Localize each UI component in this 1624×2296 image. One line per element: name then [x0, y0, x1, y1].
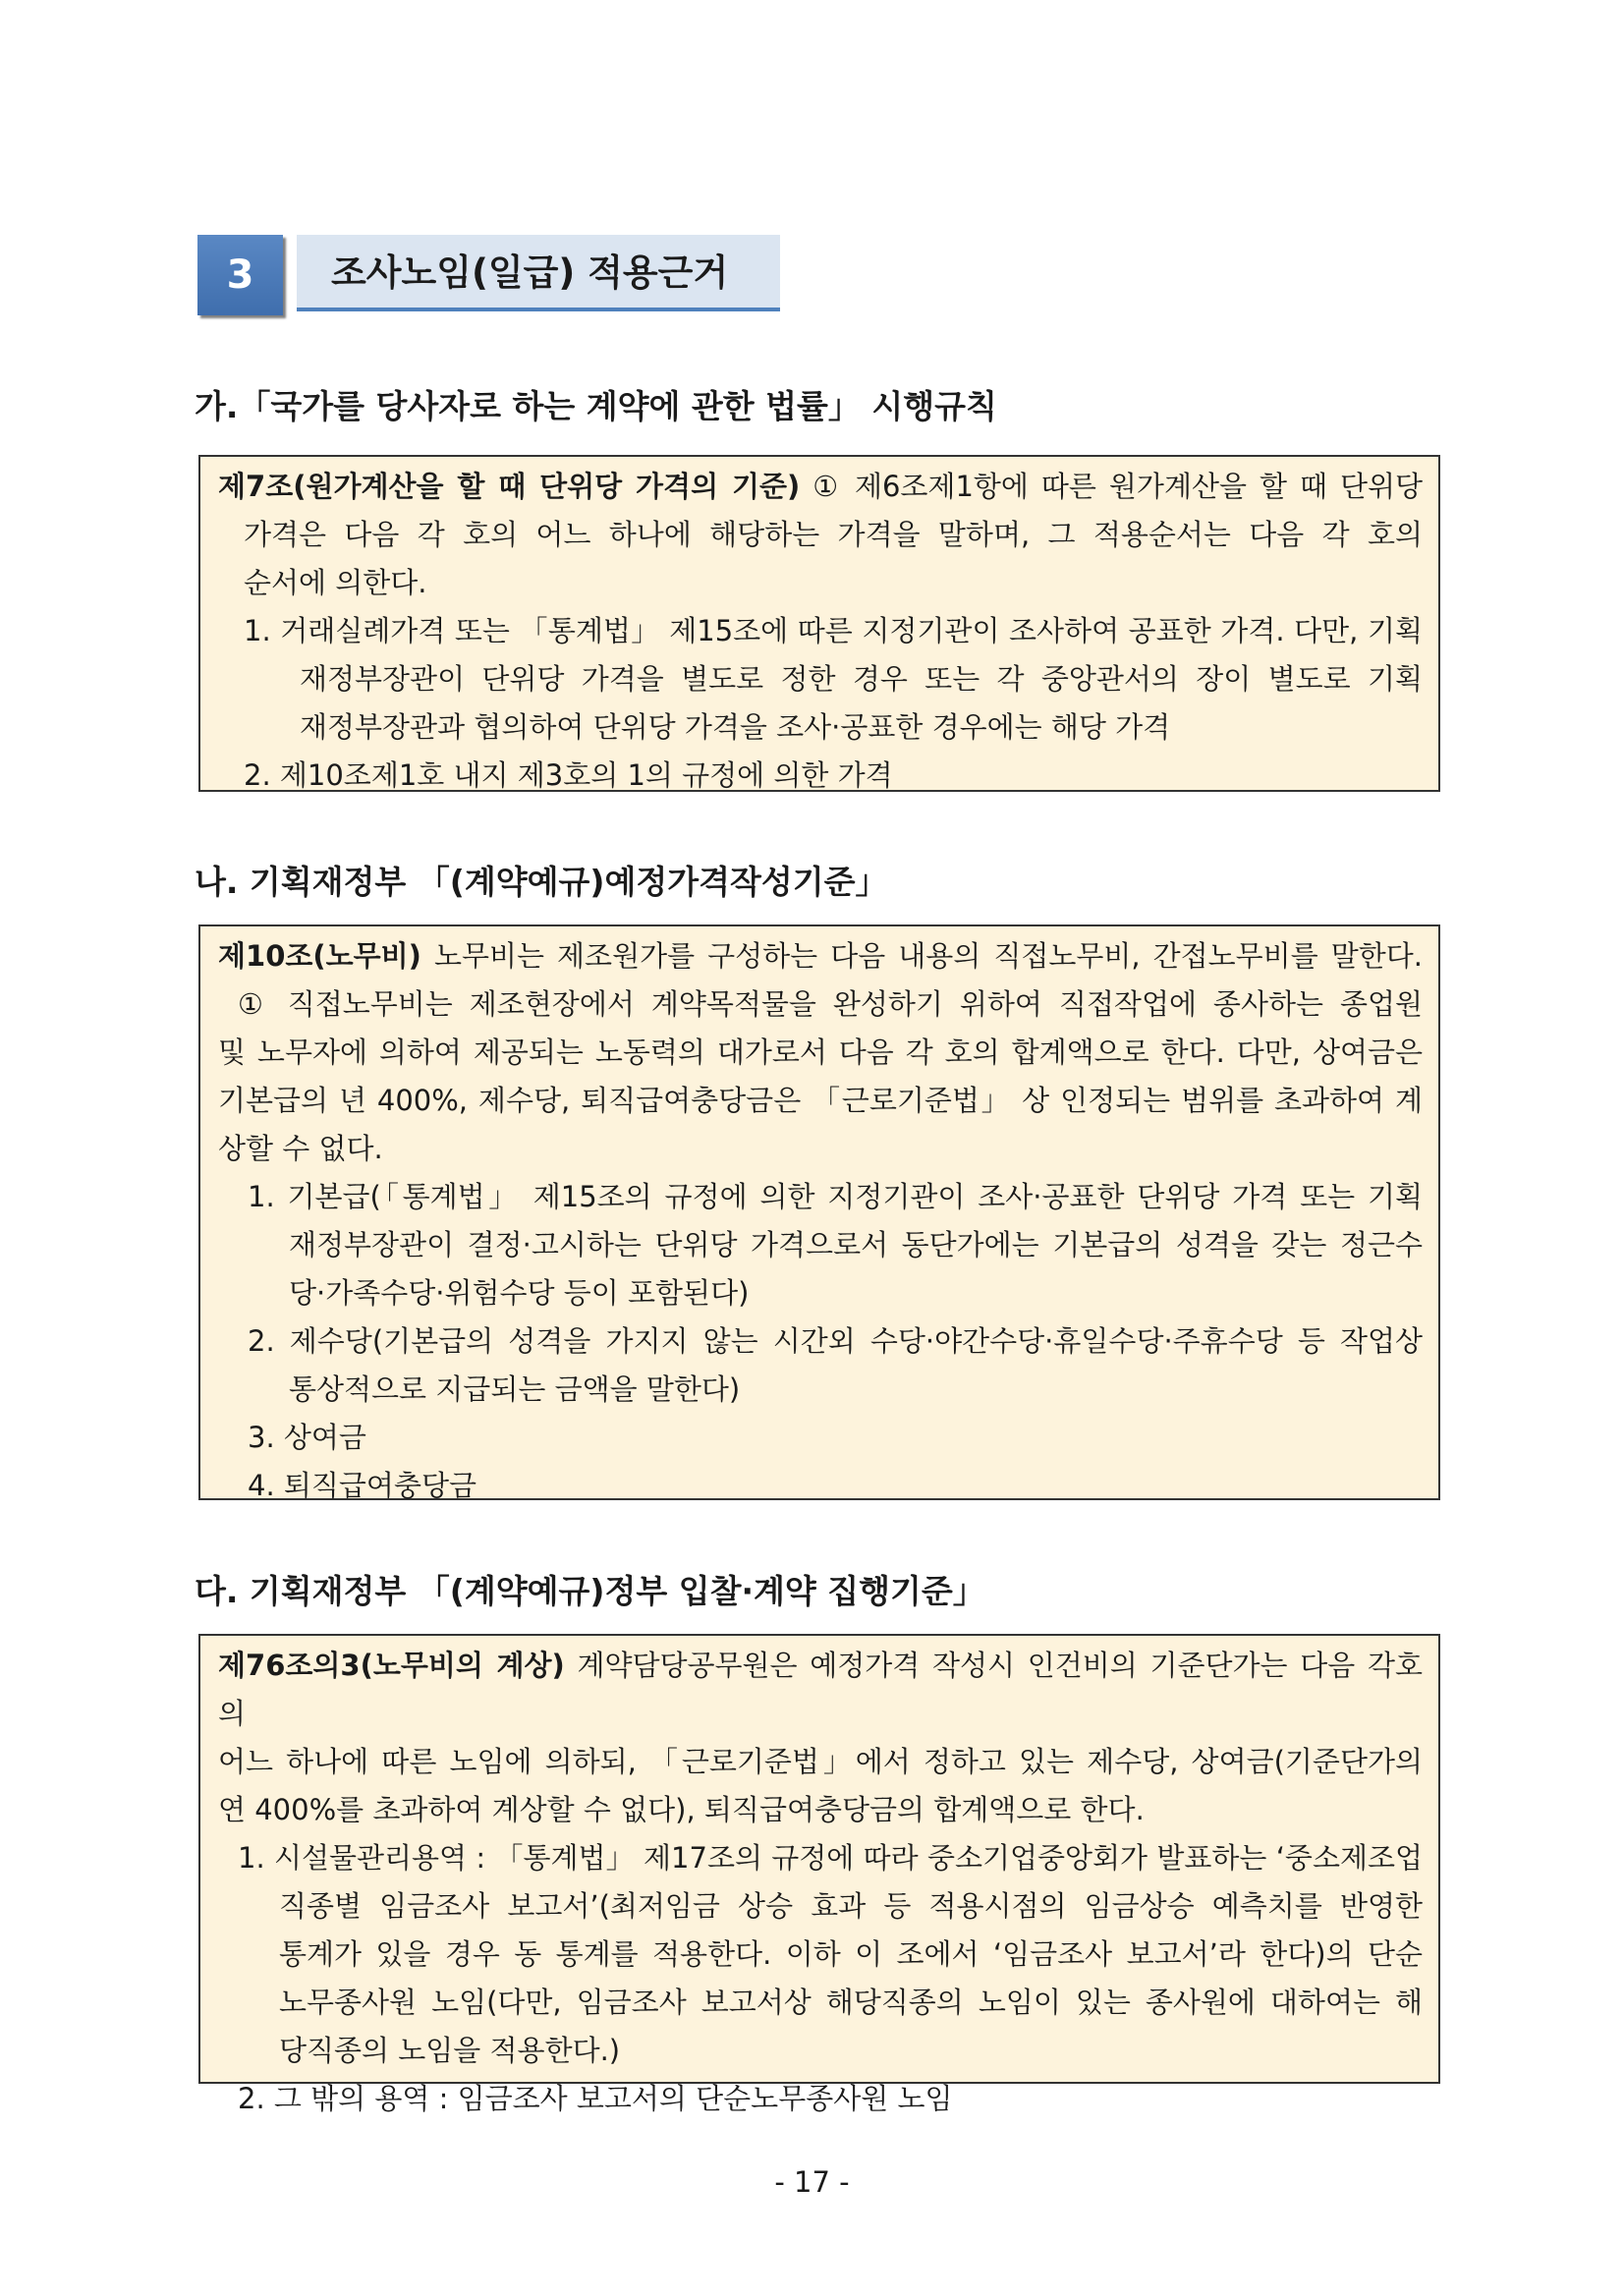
box-line: 기본급의 년 400%, 제수당, 퇴직급여충당금은 「근로기준법」 상 인정되는 범위를 초과하여 계	[218, 1084, 1423, 1117]
list-item-continued: 재정부장관이 단위당 가격을 별도로 정한 경우 또는 각 중앙관서의 장이 별도로 기획	[300, 662, 1423, 696]
list-item-continued: 당·가족수당·위험수당 등이 포함된다)	[289, 1276, 750, 1310]
law-box-na	[198, 924, 1440, 1500]
page-number: - 17 -	[774, 2165, 850, 2199]
list-item: 4. 퇴직급여충당금	[248, 1469, 476, 1502]
list-item-continued: 노무종사원 노임(다만, 임금조사 보고서상 해당직종의 노임이 있는 종사원에 대하여는 해	[279, 1986, 1423, 2019]
box-line: 제7조(원가계산을 할 때 단위당 가격의 기준) ① 제6조제1항에 따른 원가계산을 할 때 단위당	[218, 470, 1424, 503]
box-line: 및 노무자에 의하여 제공되는 노동력의 대가로서 다음 각 호의 합계액으로 한다. 다만, 상여금은	[218, 1036, 1423, 1069]
list-item-continued: 당직종의 노임을 적용한다.)	[279, 2034, 621, 2067]
box-line: 순서에 의한다.	[244, 566, 427, 599]
list-item-continued: 통상적으로 지급되는 금액을 말한다)	[289, 1372, 741, 1406]
list-item: 3. 상여금	[248, 1421, 366, 1454]
list-item-continued: 재정부장관과 협의하여 단위당 가격을 조사·공표한 경우에는 해당 가격	[300, 710, 1171, 744]
box-line: 연 400%를 초과하여 계상할 수 없다), 퇴직급여충당금의 합계액으로 한다.	[218, 1793, 1145, 1826]
list-item: 2. 그 밖의 용역 : 임금조사 보고서의 단순노무종사원 노임	[238, 2082, 953, 2115]
subsection-heading-ga: 가.「국가를 당사자로 하는 계약에 관한 법률」 시행규칙	[195, 387, 997, 425]
list-item: 1. 기본급(「통계법」 제15조의 규정에 의한 지정기관이 조사·공표한 단위당 가격 또는 기획	[248, 1180, 1423, 1213]
list-item-continued: 직종별 임금조사 보고서’(최저임금 상승 효과 등 적용시점의 임금상승 예측치를 반영한	[279, 1889, 1423, 1923]
law-box-da	[198, 1634, 1440, 2115]
list-item: 1. 거래실례가격 또는 「통계법」 제15조에 따른 지정기관이 조사하여 공표한 가격. 다만, 기획	[244, 614, 1423, 647]
article-title: 제10조(노무비)	[218, 939, 421, 973]
box-line: 가격은 다음 각 호의 어느 하나에 해당하는 가격을 말하며, 그 적용순서는 다음 각 호의	[244, 518, 1423, 551]
list-item-continued: 재정부장관이 결정·고시하는 단위당 가격으로서 동단가에는 기본급의 성격을 갖는 정근수	[289, 1228, 1423, 1261]
section-title: 조사노임(일급) 적용근거	[297, 235, 780, 311]
list-item: 1. 시설물관리용역 : 「통계법」 제17조의 규정에 따라 중소기업중앙회가 발표하는 ‘중소제조업	[238, 1841, 1423, 1875]
section-number-badge: 3	[197, 235, 283, 315]
list-item: 2. 제10조제1호 내지 제3호의 1의 규정에 의한 가격	[244, 758, 893, 792]
box-line: 제76조의3(노무비의 계상) 계약담당공무원은 예정가격 작성시 인건비의 기준단가는 다음 각호의	[218, 1649, 1424, 1730]
list-item-continued: 통계가 있을 경우 동 통계를 적용한다. 이하 이 조에서 ‘임금조사 보고서’라 한다)의 단순	[279, 1937, 1423, 1971]
box-line: 상할 수 없다.	[218, 1132, 383, 1165]
box-line: 제10조(노무비) 노무비는 제조원가를 구성하는 다음 내용의 직접노무비, 간접노무비를 말한다.	[218, 939, 1423, 973]
law-box-ga	[198, 455, 1440, 792]
box-line: ① 직접노무비는 제조현장에서 계약목적물을 완성하기 위하여 직접작업에 종사하는 종업원	[238, 987, 1423, 1021]
list-item: 2. 제수당(기본급의 성격을 가지지 않는 시간외 수당·야간수당·휴일수당·주휴수당 등 작업상	[248, 1324, 1423, 1358]
subsection-heading-da: 다. 기획재정부 「(계약예규)정부 입찰·계약 집행기준」	[195, 1572, 985, 1610]
subsection-heading-na: 나. 기획재정부 「(계약예규)예정가격작성기준」	[195, 863, 888, 901]
article-title: 제76조의3(노무비의 계상)	[218, 1649, 565, 1682]
box-line: 어느 하나에 따른 노임에 의하되, 「근로기준법」에서 정하고 있는 제수당, 상여금(기준단가의	[218, 1745, 1423, 1778]
article-title: 제7조(원가계산을 할 때 단위당 가격의 기준)	[218, 470, 801, 503]
